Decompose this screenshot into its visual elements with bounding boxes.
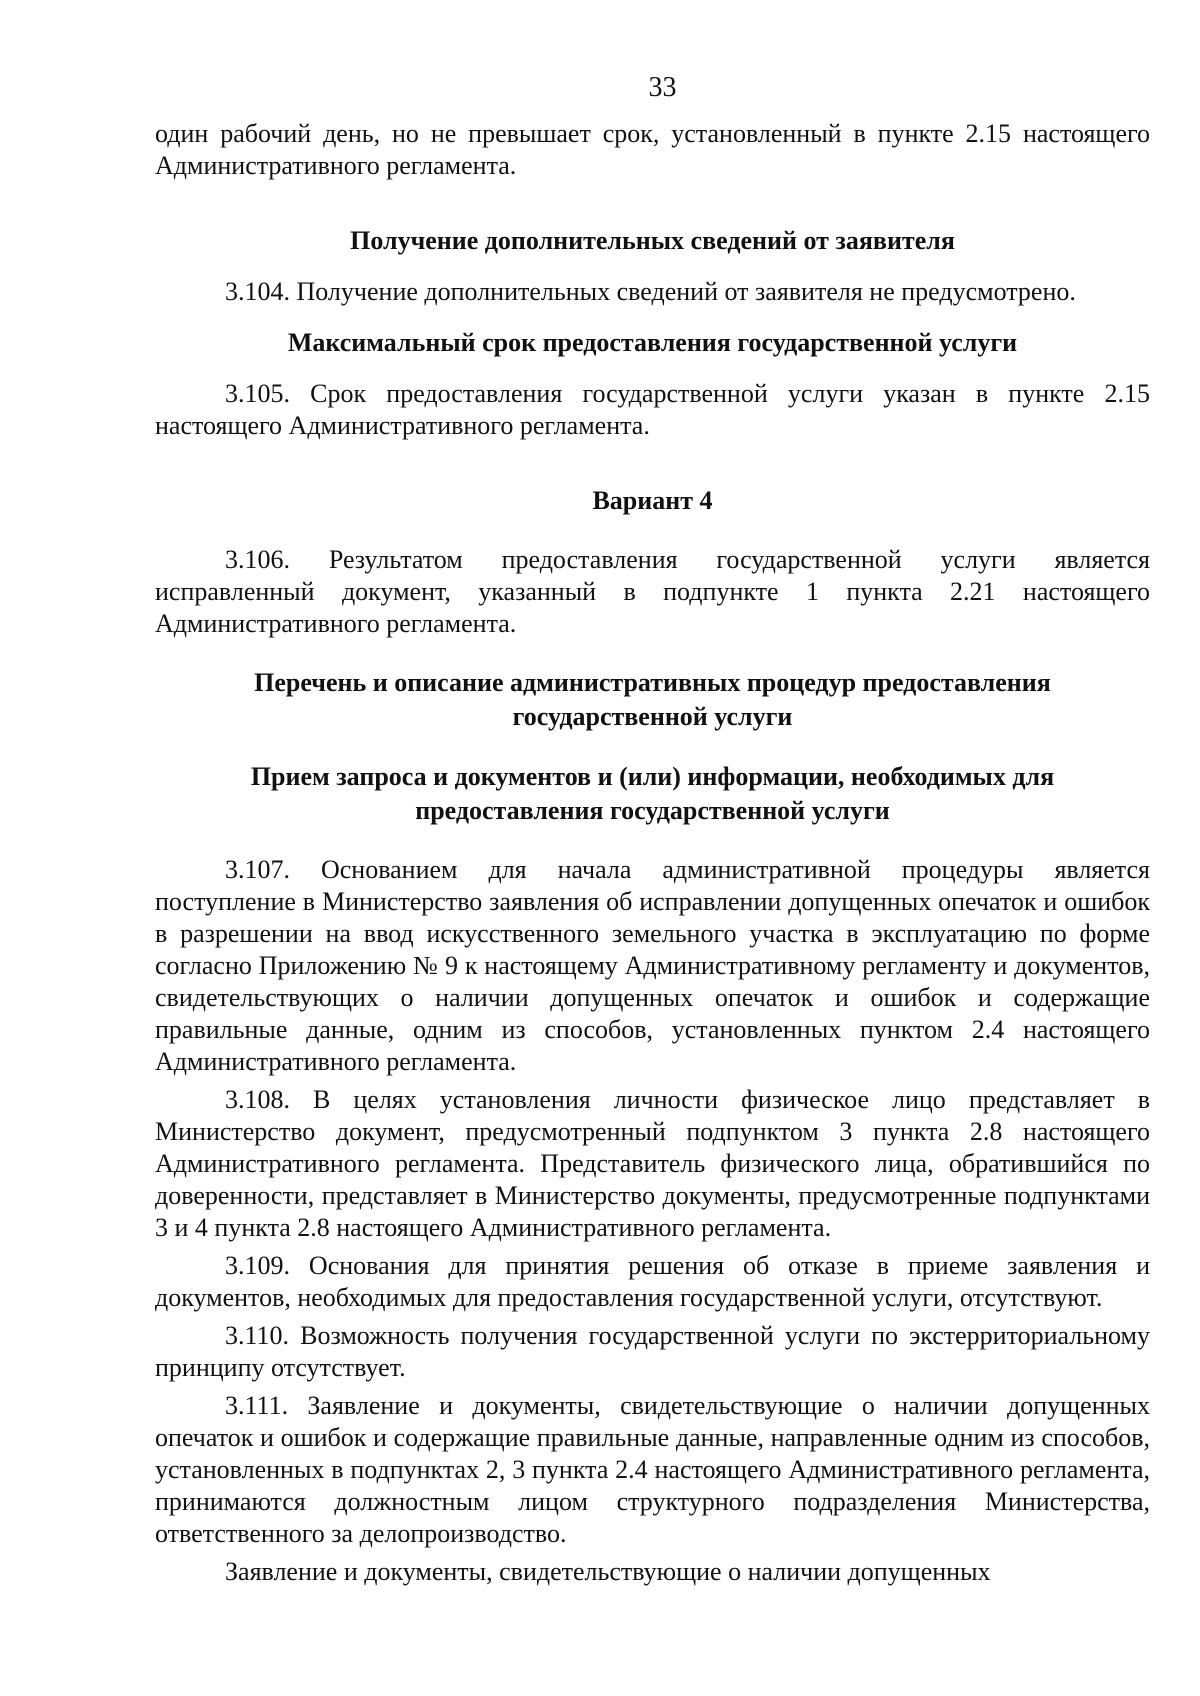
page-number: 33 — [648, 72, 677, 103]
paragraph-3-111: 3.111. Заявление и документы, свидетельствующие о наличии допущенных опечаток и ошибок и содержащие правильные данные, направленные одним из способов, установленных в подпунктах 2, 3 пункта 2.4 настоящего Административного регламента, принимаются должностным лицом структурного подразделения Министерства, ответственного за делопроизводство. — [155, 1391, 1150, 1548]
paragraph-3-110: 3.110. Возможность получения государственной услуги по экстерриториальному принципу отсутствует. — [155, 1321, 1150, 1382]
section-heading-variant-4: Вариант 4 — [592, 486, 713, 515]
section-heading-request-intake: Прием запроса и документов и (или) информации, необходимых для предоставления государственной услуги — [250, 762, 1055, 825]
section-heading-additional-info: Получение дополнительных сведений от заявителя — [350, 226, 955, 255]
paragraph-3-106: 3.106. Результатом предоставления государственной услуги является исправленный документ, указанный в подпункте 1 пункта 2.21 настоящего Административного регламента. — [155, 545, 1150, 638]
paragraph-3-107: 3.107. Основанием для начала административной процедуры является поступление в Министерство заявления об исправлении допущенных опечаток и ошибок в разрешении на ввод искусственного земельного участка в эксплуатацию по форме согласно Приложению № 9 к настоящему Административному регламенту и документов, свидетельствующих о наличии допущенных опечаток и ошибок и содержащие правильные данные, одним из способов, установленных пунктом 2.4 настоящего Административного регламента. — [155, 855, 1150, 1076]
paragraph-continuation: один рабочий день, но не превышает срок, установленный в пункте 2.15 настоящего Административного регламента. — [155, 119, 1150, 180]
paragraph-3-109: 3.109. Основания для принятия решения об отказе в приеме заявления и документов, необходимых для предоставления государственной услуги, отсутствуют. — [155, 1251, 1150, 1312]
paragraph-3-104: 3.104. Получение дополнительных сведений от заявителя не предусмотрено. — [225, 277, 1076, 306]
paragraph-continued-statement: Заявление и документы, свидетельствующие о наличии допущенных — [225, 1557, 991, 1586]
paragraph-3-108: 3.108. В целях установления личности физическое лицо представляет в Министерство документ, предусмотренный подпунктом 3 пункта 2.8 настоящего Административного регламента. Представитель физического лица, обратившийся по доверенности, представляет в Министерство документы, предусмотренные подпунктами 3 и 4 пункта 2.8 настоящего Административного регламента. — [155, 1085, 1150, 1242]
document-page — [155, 72, 1150, 1588]
section-heading-procedures-list: Перечень и описание административных процедур предоставления государственной услуги — [254, 668, 1051, 731]
section-heading-max-term: Максимальный срок предоставления государственной услуги — [287, 328, 1018, 357]
paragraph-3-105: 3.105. Срок предоставления государственной услуги указан в пункте 2.15 настоящего Административного регламента. — [155, 379, 1150, 440]
